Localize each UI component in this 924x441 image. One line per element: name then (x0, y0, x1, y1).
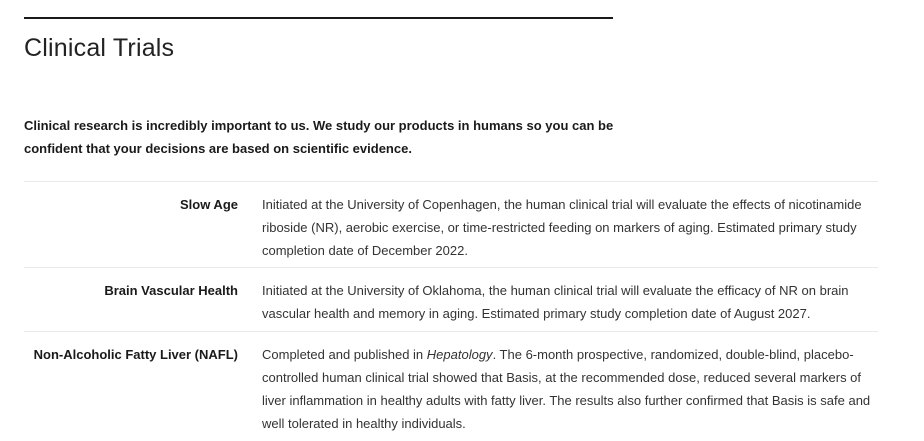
trial-description: Initiated at the University of Copenhagen, the human clinical trial will evaluate the effects of nicotinamide riboside (NR), aerobic exercise, or time-restricted feeding on markers of aging. Estimated primary study completion date of December 2022. (262, 197, 862, 258)
journal-name: Hepatology (426, 347, 493, 362)
trial-description-post: . The 6-month prospective, randomized, double-blind, placebo-controlled human clinical trial showed that Basis, at the recommended dose, reduced several markers of liver inflammation in healthy adults with fatty liver. The results also further confirmed that Basis is safe and well tolerated in healthy individuals. (262, 347, 871, 431)
intro-text: Clinical research is incredibly important to us. We study our products in humans so you can be confident that your decisions are based on scientific evidence. (24, 118, 614, 156)
trial-label: Non-Alcoholic Fatty Liver (NAFL) (33, 347, 238, 362)
trial-row-brain-vascular-health (24, 268, 878, 332)
trial-description: Initiated at the University of Oklahoma, the human clinical trial will evaluate the efficacy of NR on brain vascular health and memory in aging. Estimated primary study completion date of August 2027. (262, 283, 849, 321)
trial-row-slow-age (24, 182, 878, 268)
trial-row-nafl (24, 332, 878, 436)
trial-description-pre: Completed and published in (262, 347, 427, 362)
trial-description (262, 332, 878, 436)
title-divider (24, 17, 613, 19)
trial-label: Slow Age (179, 197, 238, 212)
trial-label: Brain Vascular Health (104, 283, 238, 298)
clinical-trials-list (24, 181, 878, 436)
page-title: Clinical Trials (24, 34, 175, 62)
